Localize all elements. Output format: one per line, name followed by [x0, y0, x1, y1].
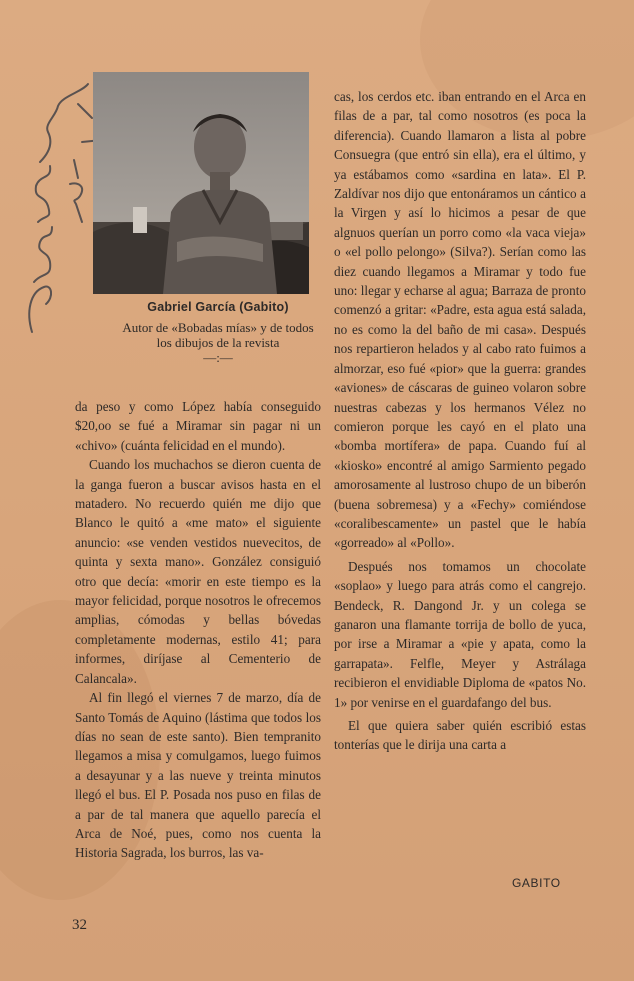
caption-divider: —:— — [203, 350, 233, 365]
paragraph: cas, los cerdos etc. iban entrando en el Arca en filas de a par, tal como nosotros (es poca la diferencia). Cuando llamaron a lista al pobre Consuegra (que entró sin ella), era el último, y ya estábamos como «sardina en lata». El P. Zaldívar nos dijo que entonáramos un cántico a la Virgen y así lo hicimos a pesar de que algnuos querían un porro como «la vaca vieja» o «el pollo pelongo» (Silva?). Serían como las diez cuando llegamos a Miramar y todo fue uno: llegar y echarse al agua; Barraza de pronto comenzó a gritar: «Padre, esta agua está salada, no es como la del baño de mi casa». Después nos repartieron helados y al cabo rato fuimos a almorzar, eso fué «pior» que la guerra: grandes «aviones» de cáscaras de guineo volaron sobre nuestras cabezas y los hermanos Vélez no comieron porque les cayó en el plato una «bomba mortífera» de papa. Cuando fuí al «kiosko» encontré al amigo Sarmiento pegado amorosamente al lustroso chupo de un biberón (buena sobremesa) y a «Fechy» comiéndose «coralibescamente» un pastel que le había «gorreado» al «Pollo». — [334, 89, 586, 551]
paragraph: Cuando los muchachos se dieron cuenta de la ganga fueron a buscar avisos hasta en el matadero. No recuerdo quién me dijo que Blanco le quitó a «me mato» el siguiente anuncio: «se venden vestidos nuevecitos, de quinta y sexta mano». González consiguió otro que decía: «morir en este tiempo es la mayor felicidad, porque nosotros le ofrecemos amplias, cómodas y bellas bóvedas completamente modernas, estilo 41; para informes, diríjase al Cementerio de Calancala». — [75, 457, 321, 686]
photo-caption — [93, 320, 343, 365]
left-text-column — [75, 397, 321, 863]
author-signoff: GABITO — [512, 876, 561, 890]
paragraph: El que quiera saber quién escribió estas tonterías que le dirija una carta a — [334, 718, 586, 753]
paragraph: da peso y como López había conseguido $20,oo se fué a Miramar sin pagar ni un «chivo» (cuánta felicidad en el mundo). — [75, 399, 321, 453]
paragraph: Al fin llegó el viernes 7 de marzo, día de Santo Tomás de Aquino (lástima que todos los días no sean de este santo). Bien tempranito llegamos a misa y comulgamos, luego fuimos a desayunar y a las nueve y treinta minutos llegó el bus. El P. Posada nos puso en filas de a par de tal manera que aquello parecía el Arca de Noé, pues, como nos cuenta la Historia Sagrada, los burros, las va- — [75, 690, 321, 861]
photo-caption-name: Gabriel García (Gabito) — [147, 300, 289, 314]
right-text-column — [334, 87, 586, 755]
portrait-photo — [93, 72, 309, 294]
photo-caption-line: Autor de «Bobadas mías» y de todos — [122, 320, 314, 335]
boy-portrait-image — [93, 72, 309, 294]
photo-caption-line: los dibujos de la revista — [156, 335, 280, 350]
paragraph: Después nos tomamos un chocolate «soplao» y luego para atrás como el cangrejo. Bendeck, R. Dangond Jr. y un colega se ganaron una flamante torrija de bollo de yuca, por irse a Miramar a «pie y apata, como la garrapata». Felfle, Meyer y Astrálaga recibieron el envidiable Diploma de «patos No. 1» por venirse en el guardafango del bus. — [334, 558, 586, 710]
page-number: 32 — [72, 917, 87, 933]
